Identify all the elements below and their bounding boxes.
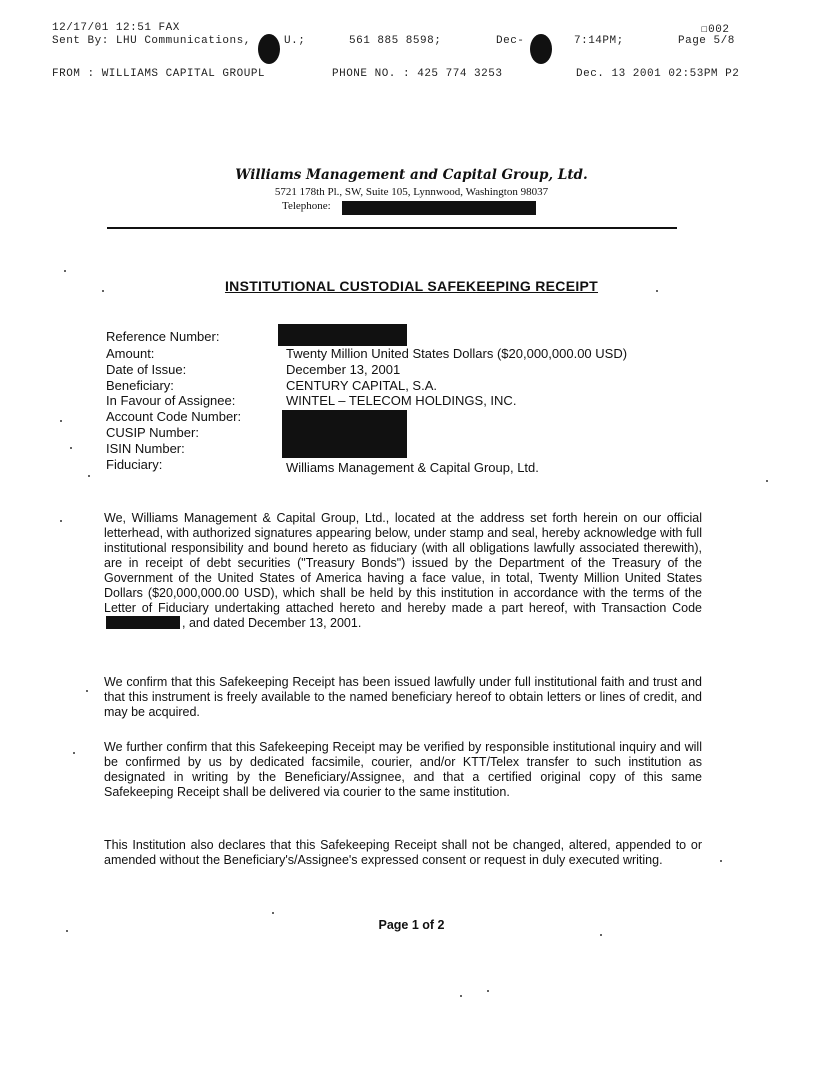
amount-value: Twenty Million United States Dollars ($20,000,000.00 USD)	[286, 346, 628, 361]
scan-speck	[66, 930, 68, 932]
date-label: Date of Issue:	[106, 362, 187, 377]
fax-phone: PHONE NO. : 425 774 3253	[332, 68, 503, 80]
redacted-telephone	[342, 201, 536, 215]
scan-speck	[86, 690, 88, 692]
document-title: INSTITUTIONAL CUSTODIAL SAFEKEEPING RECEIPT	[224, 278, 599, 294]
scan-speck	[656, 290, 658, 292]
fax-from: FROM : WILLIAMS CAPITAL GROUPL	[52, 68, 266, 80]
fax-sent-by: Sent By: LHU Communications,	[52, 35, 251, 47]
scan-speck	[102, 290, 104, 292]
fax-ink-blot	[258, 34, 280, 64]
scan-speck	[60, 420, 62, 422]
scan-speck	[272, 912, 274, 914]
redacted-codes	[282, 410, 407, 458]
scan-speck	[70, 447, 72, 449]
isin-label: ISIN Number:	[106, 441, 185, 456]
scan-speck	[64, 270, 66, 272]
scan-speck	[460, 995, 462, 997]
fax-ink-blot	[530, 34, 552, 64]
redacted-reference	[278, 324, 407, 346]
company-address: 5721 178th Pl., SW, Suite 105, Lynnwood, Washington 98037	[274, 186, 549, 198]
fiduciary-label: Fiduciary:	[106, 457, 163, 472]
body-paragraph-2: We confirm that this Safekeeping Receipt has been issued lawfully under full institutional faith and trust and that this instrument is freely available to the named beneficiary hereof to obtain letters or lines of credit, and may be acquired.	[104, 675, 702, 719]
paragraph-1-ending: , and dated December 13, 2001.	[182, 616, 362, 630]
paragraph-1-text: We, Williams Management & Capital Group, Ltd., located at the address set forth herein on our official letterhead, with authorized signatures appearing below, under stamp and seal, hereby acknowledge with full institutional responsibility and bound hereto as fiduciary (with all obligations lawfully associated therewith), are in receipt of debt securities ("Treasury Bonds") issued by the Department of the Treasury of the Government of the United States of America having a face value, in total, Twenty Million United States Dollars ($20,000,000.00 USD), which shall be held by this institution in accordance with the terms of the Letter of Fiduciary undertaking attached hereto and hereby made a part hereof, with Transaction Code	[104, 511, 702, 615]
beneficiary-value: CENTURY CAPITAL, S.A.	[286, 378, 437, 393]
fax-sender-number: 561 885 8598;	[349, 35, 442, 47]
account-code-label: Account Code Number:	[106, 409, 242, 424]
company-name: Williams Management and Capital Group, Ltd.	[235, 167, 588, 183]
scan-speck	[60, 520, 62, 522]
amount-label: Amount:	[106, 346, 155, 361]
scan-speck	[487, 990, 489, 992]
fax-sent-suffix: U.;	[284, 35, 306, 47]
fax-time: 7:14PM;	[574, 35, 624, 47]
scan-speck	[88, 475, 90, 477]
telephone-label: Telephone:	[282, 200, 331, 212]
page-number: Page 1 of 2	[378, 918, 445, 932]
letterhead-divider	[107, 227, 677, 229]
fiduciary-value: Williams Management & Capital Group, Ltd.	[286, 460, 539, 475]
fax-dec: Dec-	[496, 35, 525, 47]
date-value: December 13, 2001	[286, 362, 401, 377]
fax-page-of: Page 5/8	[678, 35, 735, 47]
redacted-transaction-code	[106, 616, 180, 629]
body-paragraph-3: We further confirm that this Safekeeping Receipt may be verified by responsible institutional inquiry and will be confirmed by us by dedicated facsimile, courier, and/or KTT/Telex transfer to such institution as designated in writing by the Beneficiary/Assignee, and that a certified original copy of this same Safekeeping Receipt shall be delivered via courier to the same institution.	[104, 740, 702, 799]
assignee-label: In Favour of Assignee:	[106, 393, 236, 408]
body-paragraph-4: This Institution also declares that this Safekeeping Receipt shall not be changed, altered, appended to or amended without the Beneficiary's/Assignee's expressed consent or request in duly executed writing.	[104, 838, 702, 867]
cusip-label: CUSIP Number:	[106, 425, 199, 440]
scan-speck	[766, 480, 768, 482]
fax-page-counter: ☐002	[701, 24, 730, 36]
scan-speck	[73, 752, 75, 754]
body-paragraph-1	[104, 511, 702, 631]
beneficiary-label: Beneficiary:	[106, 378, 174, 393]
fax-transmit-date: Dec. 13 2001 02:53PM P2	[576, 68, 740, 80]
assignee-value: WINTEL – TELECOM HOLDINGS, INC.	[286, 393, 517, 408]
scan-speck	[720, 860, 722, 862]
fax-date-line: 12/17/01 12:51 FAX	[52, 22, 180, 34]
scan-speck	[600, 934, 602, 936]
reference-label: Reference Number:	[106, 329, 220, 344]
